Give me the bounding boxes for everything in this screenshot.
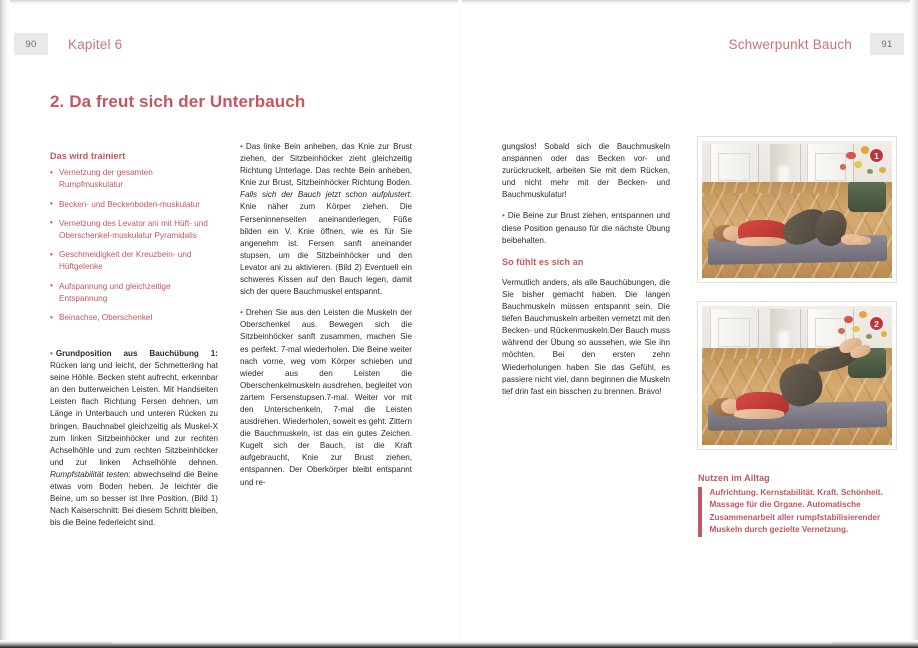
list-item: • Becken- und Beckenboden-muskulatur	[50, 199, 215, 211]
paragraph	[502, 210, 670, 246]
book-gutter	[458, 0, 462, 648]
paragraph-text: Rücken lang und leicht, der Schmetterling hat seine Höhle. Becken steht aufrecht, erkennbar an den butterweichen Leisten. Mit Handseiten Leisten flach Richtung Fersen dehnen, um Länge in Unterbauch und unteren Rücken zu bringen. Bauchnabel gleichzeitig als Muskel-X zum linken Sitzbeinhöcker und zur rechten Achselhöhle und zum rechten Sitzbeinhöcker und zur linken Achselhöhle dehnen.	[50, 361, 218, 467]
body-column-one	[50, 348, 218, 529]
paragraph-text-cont: : abwechselnd die Beine etwas vom Boden heben. Je leichter die Beine, um so besser ist Ihre Position. (Bild 1) Nach Kaiserschnitt: Bei diesem Schritt bleiben, bis die Beine federleicht sind.	[50, 469, 218, 528]
exercise-photo-2	[698, 302, 896, 449]
list-item: • Vernetzung der gesamten Rumpfmuskulatur	[50, 167, 215, 191]
paragraph-lead: Grundposition aus Bauchübung 1:	[55, 349, 218, 358]
list-item: • Vernetzung des Levator ani mit Hüft- und Oberschenkel-muskulatur Pyramidalis	[50, 218, 215, 242]
benefit-heading: Nutzen im Alltag	[698, 473, 770, 483]
photo-scene	[702, 306, 892, 445]
paragraph	[240, 307, 412, 488]
page-title: 2. Da freut sich der Unterbauch	[50, 92, 306, 111]
body-column-three	[502, 141, 670, 398]
benefit-text: Aufrichtung. Kernstabilität. Kraft. Schönheit. Massage für die Organe. Automatische Zusammenarbeit aller rumpfstabilisierender Muskeln durch gezielte Vernetzung.	[709, 488, 883, 535]
paragraph-text: Die Beine zur Brust ziehen, entspannen und diese Position genauso für die nächste Übung beibehalten.	[502, 211, 670, 245]
page-left-edge	[0, 0, 10, 648]
paragraph-text: Vermutlich anders, als alle Bauchübungen, die Sie bisher gemacht haben. Die langen Bauchmuskeln müssen entspannt sein. Die tiefen Bauchmuskeln arbeiten vernetzt mit den Becken- und Rückenmuskeln.Der Bauch muss während der Übung so aussehen, wie Sie ihn möchten. Bei den ersten zehn Wiederholungen haben Sie das Gefühl, es passiere nicht viel, dann beginnen die Muskeln tief drin fast ein bisschen zu brennen. Bravo!	[502, 277, 670, 396]
paragraph-italic: Rumpfstabilität testen	[50, 469, 129, 479]
figure-arm	[734, 409, 783, 419]
accent-bar	[698, 487, 702, 537]
running-head-left	[14, 33, 122, 55]
figure-arm	[736, 237, 785, 247]
running-head-right	[729, 33, 904, 55]
paragraph-text: Das linke Bein anheben, das Knie zur Brust ziehen, der Sitzbeinhöcker zieht gleichzeitig Richtung Unterlage. Das rechte Bein anheben, Knie zur Brust, Sitzbeinhöcker Richtung Boden.	[240, 142, 412, 188]
exercise-photo-1	[698, 137, 896, 282]
photo-scene	[702, 141, 892, 278]
flowers-icon	[835, 144, 892, 188]
paragraph-text-cont: : Knie näher zum Körper ziehen. Die Ferseninnenseiten aneinanderlegen, Füße bilden ein V. Knie öffnen, wie es für Sie angenehm ist. Fersen sanft aneinander stupsen, um die Sitzbeinhöcker und den Levator ani zu aktivieren. (Bild 2) Eventuell ein schweres Kissen auf den Bauch legen, damit sich der quere Bauchmuskel entspannt.	[240, 190, 412, 297]
body-column-two	[240, 141, 412, 489]
paragraph-text: gungslos! Sobald sich die Bauchmuskeln anspannen oder das Becken vor- und zurückruckelt, arbeiten Sie mit dem Rücken, und nicht mehr mit der Becken- und Bauchmuskulatur!	[502, 142, 670, 200]
page-bottom-highlight	[112, 641, 832, 644]
chapter-label-right: Schwerpunkt Bauch	[728, 36, 852, 52]
figure-foot	[852, 236, 871, 246]
paragraph-text: Drehen Sie aus den Leisten die Muskeln der Oberschenkel aus. Bewegen sich die Sitzbeinhöcker sanft zusammen, machen Sie es perfekt. 7-mal wiederholen. Die Beine weiter nach vorne, weg vom Körper schieben und wieder aus den Leisten die Oberschenkelmuskeln ausdrehen, begleitet von zartem Fersenstupsen.7-mal. Weiter vor mit den Unterschenkeln, 7-mal die Leisten ausdrehen. Wiederholen, soweit es geht. Zittern die Bauchmuskeln, ist das ein gutes Zeichen. Kugelt sich der Bauch, ist die Kraft aufgebraucht, Knie zur Brust ziehen, entspannen. Der Oberkörper bleibt entspannt und re-	[240, 308, 412, 487]
feels-heading: So fühlt es sich an	[502, 256, 584, 267]
folio-right: 91	[870, 33, 904, 55]
list-item: • Aufspannung und gleichzeitige Entspannung	[50, 281, 215, 305]
paragraph	[50, 348, 218, 529]
paragraph	[502, 141, 670, 201]
benefit-box	[698, 473, 898, 537]
paragraph	[240, 141, 412, 298]
trained-list	[50, 150, 215, 331]
photo-badge: 1	[869, 148, 884, 163]
paragraph-italic: Falls sich der Bauch jetzt schon aufplustert	[240, 190, 410, 200]
chapter-label-left: Kapitel 6	[68, 36, 123, 52]
list-item: • Beinachse, Oberschenkel	[50, 312, 215, 324]
page-right-edge	[910, 0, 918, 648]
folio-left: 90	[14, 33, 48, 55]
paragraph	[502, 277, 670, 398]
photo-badge: 2	[869, 316, 884, 331]
trained-heading: Das wird trainiert	[50, 151, 126, 161]
list-item: • Geschmeidigkeit der Kreuzbein- und Hüftgelenke	[50, 249, 215, 273]
